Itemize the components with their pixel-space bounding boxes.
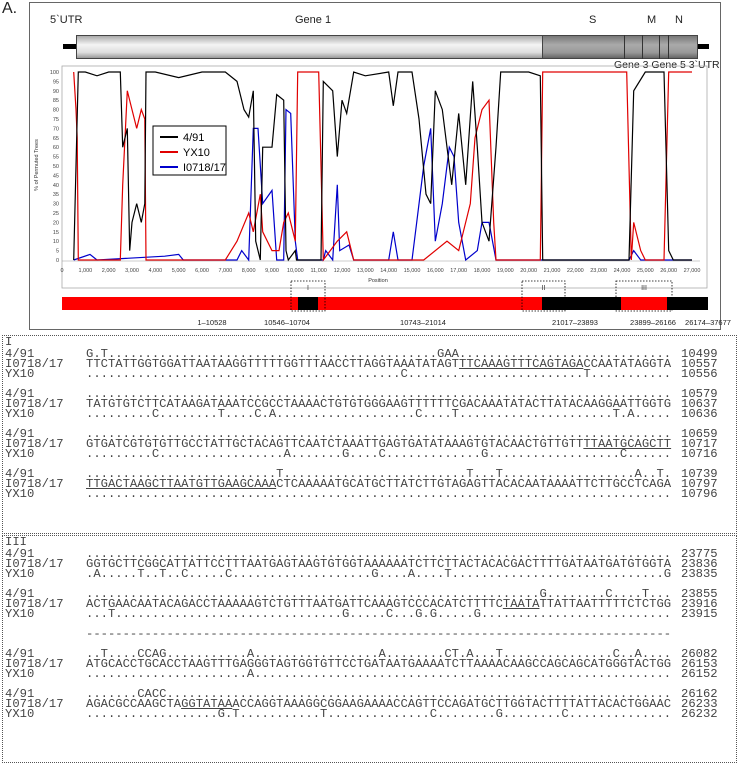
sequence-segment: .......CACC.....................................................................	[86, 687, 672, 701]
recombination-segment	[542, 297, 621, 310]
y-tick-label: 95	[52, 79, 59, 86]
sequence-segment: ......................A.........................................................	[86, 667, 672, 681]
sequence-segment: AGACGCCAAGCTA	[86, 697, 182, 711]
x-tick-label: 17,000	[450, 268, 468, 274]
sequence-position: 26162	[681, 687, 718, 701]
sequence-position: 23775	[681, 547, 718, 561]
alignment-region-title: III	[5, 535, 27, 549]
legend	[153, 126, 226, 175]
sequence-position: 10797	[681, 477, 718, 491]
underlined-motif: GGTATAA	[181, 697, 233, 711]
sequence-position: 10499	[681, 347, 718, 361]
label-gene3-gene5-3utr: Gene 3 Gene 5 3`UTR	[614, 59, 720, 71]
sequence-row	[86, 449, 671, 459]
sequence-name: I0718/17	[5, 697, 64, 711]
sequence-position: 23916	[681, 597, 718, 611]
x-tick-label: 10,000	[286, 268, 304, 274]
sequence-row	[86, 409, 671, 419]
recombination-segment	[621, 297, 667, 310]
sequence-position: 23855	[681, 587, 718, 601]
label-5utr: 5`UTR	[50, 14, 83, 26]
chart-axes	[50, 70, 701, 274]
sequence-segment: GGTGCTTCGGCATTATTCCTTTAATGAGTAAGTGTGGTAAAAAATCTTCTTACTACACGACTTTTGATAATGATGTGGTA	[86, 557, 672, 571]
sequence-segment: ..T....CCAG...........A.................A........CT.A...T...............C..A....	[86, 647, 672, 661]
sequence-segment: ACCAGGTAAAGGCGGAAGAAAACCAGTTCCAGATGCTTGGTACTTTTATTACACTGGAAC	[232, 697, 672, 711]
y-tick-label: 35	[52, 192, 59, 199]
x-tick-label: 2,000	[101, 268, 116, 274]
sequence-position: 10716	[681, 447, 718, 461]
sequence-row	[86, 669, 671, 679]
x-tick-label: 3,000	[125, 268, 139, 274]
sequence-name: 4/91	[5, 587, 35, 601]
sequence-segment: G.T.............................................GAA.............................	[86, 347, 672, 361]
x-tick-label: 8,000	[241, 268, 256, 274]
y-tick-label: 10	[52, 239, 59, 246]
alignment-block-i	[2, 335, 737, 534]
region-label: I	[307, 285, 309, 292]
label-s: S	[589, 14, 597, 26]
sequence-row	[86, 369, 671, 379]
x-tick-label: 18,000	[473, 268, 491, 274]
sequence-name: 4/91	[5, 347, 35, 361]
x-tick-label: 20,000	[520, 268, 538, 274]
sequence-position: 10557	[681, 357, 718, 371]
sequence-name: YX10	[5, 607, 35, 621]
y-axis-label: % of Permuted Trees	[34, 139, 40, 191]
sequence-row	[86, 709, 671, 719]
legend-label-4-91: 4/91	[183, 132, 205, 144]
chart-frame	[62, 66, 707, 288]
sequence-segment: ...........................................C........................T...........	[86, 367, 672, 381]
x-tick-label: 22,000	[566, 268, 584, 274]
sequence-position: 26232	[681, 707, 718, 721]
segment-range-label: 26174–37677	[685, 318, 731, 327]
sequence-position: 10717	[681, 437, 718, 451]
legend-label-i0718: I0718/17	[183, 162, 226, 174]
label-gene1: Gene 1	[295, 14, 332, 26]
sequence-segment: ..........................T.........................T...T..................A..T.	[86, 467, 672, 481]
sequence-segment: TTATTAATTTTTCTCTGG	[539, 597, 672, 611]
y-tick-label: 100	[49, 70, 59, 76]
sequence-segment: TATGTGTCTTCATAAGATAAATCCGCCTAAAACTGTGTGGGAAGTTTTTTCGACAAATATACTTATACAAGGAATTGGTG	[86, 397, 672, 411]
y-tick-label: 65	[52, 135, 59, 142]
x-tick-label: 11,000	[310, 268, 327, 274]
x-tick-label: 16,000	[426, 268, 444, 274]
y-tick-label: 90	[52, 88, 59, 95]
sequence-name: I0718/17	[5, 597, 64, 611]
sequence-name: I0718/17	[5, 557, 64, 571]
x-tick-label: 13,000	[356, 268, 374, 274]
recombination-segment	[318, 297, 542, 310]
sequence-position: 10636	[681, 407, 718, 421]
sequence-name: 4/91	[5, 427, 35, 441]
recombination-segment	[62, 297, 298, 310]
sequence-row	[86, 569, 671, 579]
sequence-position: 10796	[681, 487, 718, 501]
sequence-name: YX10	[5, 447, 35, 461]
sequence-position: 26152	[681, 667, 718, 681]
sequence-position: 23915	[681, 607, 718, 621]
y-tick-label: 0	[55, 258, 59, 264]
sequence-position: 26082	[681, 647, 718, 661]
sequence-segment: .A.....T..T..C.....C...................G....A....T.............................G	[86, 567, 672, 581]
sequence-name: I0718/17	[5, 357, 64, 371]
sequence-position: 10579	[681, 387, 718, 401]
sequence-name: YX10	[5, 707, 35, 721]
sequence-segment: ACTGAACAATACAGACCTAAAAAGTCTGTTTAATGATTCAAAGTCCCACATCTTTTC	[86, 597, 503, 611]
sequence-position: 10659	[681, 427, 718, 441]
sequence-name: I0718/17	[5, 657, 64, 671]
x-tick-label: 24,000	[613, 268, 631, 274]
sequence-segment: ..................G.T...........T..............C........G........C..............	[86, 707, 672, 721]
sequence-position: 23835	[681, 567, 718, 581]
y-tick-label: 45	[52, 173, 59, 180]
sequence-name: YX10	[5, 487, 35, 501]
underlined-motif: TAATA	[502, 597, 540, 611]
recombination-segment	[667, 297, 708, 310]
x-tick-label: 23,000	[590, 268, 608, 274]
y-tick-label: 30	[52, 201, 59, 208]
sequence-name: YX10	[5, 407, 35, 421]
x-tick-label: 19,000	[496, 268, 514, 274]
sequence-position: 26153	[681, 657, 718, 671]
y-tick-label: 85	[52, 98, 59, 105]
sequence-segment: ...T...............................G.....C...G.G.....G..........................	[86, 607, 672, 621]
bootscan-chart	[0, 0, 740, 330]
sequence-position: 10637	[681, 397, 718, 411]
recombination-segment	[298, 297, 318, 310]
x-tick-label: 14,000	[380, 268, 398, 274]
sequence-segment: ..............................................................G........C....T...	[86, 587, 672, 601]
segment-range-label: 10546–10704	[264, 318, 310, 327]
sequence-segment: TTCTATTGGTGGATTAATAAGGTTTTTGGTTTAACCTTAGGTAAATATAGT	[86, 357, 459, 371]
sequence-name: I0718/17	[5, 437, 64, 451]
x-tick-label: 25,000	[636, 268, 654, 274]
sequence-name: I0718/17	[5, 477, 64, 491]
region-label: III	[641, 285, 647, 292]
segment-range-label: 1–10528	[197, 318, 227, 327]
sequence-name: YX10	[5, 367, 35, 381]
sequence-segment: .........C.................A.......G....C.............G..................C......	[86, 447, 672, 461]
x-tick-label: 12,000	[333, 268, 351, 274]
region-label: II	[541, 285, 546, 292]
sequence-row	[86, 609, 671, 619]
x-tick-label: 5,000	[171, 268, 186, 274]
x-tick-label: 15,000	[403, 268, 421, 274]
x-tick-label: 7,000	[218, 268, 233, 274]
sequence-segment: CTCAAAAATGCATGCTTATCTTGTAGAGTTACACAATAAAATTCTTGCCTCAGA	[276, 477, 672, 491]
sequence-position: 23836	[681, 557, 718, 571]
x-tick-label: 21,000	[543, 268, 561, 274]
x-tick-label: 0	[60, 268, 64, 274]
sequence-position: 10739	[681, 467, 718, 481]
sequence-position: 26233	[681, 697, 718, 711]
sequence-name: 4/91	[5, 647, 35, 661]
x-axis-label: Position	[368, 278, 388, 284]
x-tick-label: 9,000	[265, 268, 279, 274]
sequence-name: 4/91	[5, 547, 35, 561]
sequence-segment: ................................................................................	[86, 487, 672, 501]
underlined-motif: TTCAAAGTTTCAGTAGA	[459, 357, 584, 371]
y-tick-label: 40	[52, 182, 59, 189]
sequence-name: YX10	[5, 567, 35, 581]
y-tick-label: 60	[52, 145, 59, 152]
sequence-segment: ATGCACCTGCACCTAAGTTTGAGGGTAGTGGTGTTCCTGATAATGAAAATCTTAAAACAAGCCAGCAGCATGGGTACTGG	[86, 657, 672, 671]
sequence-name: 4/91	[5, 687, 35, 701]
y-tick-label: 15	[52, 229, 59, 236]
sequence-segment: ................................................................................	[86, 547, 672, 561]
underlined-motif: TTAATGCAGCTT	[583, 437, 672, 451]
y-tick-label: 20	[52, 220, 59, 227]
sequence-name: YX10	[5, 667, 35, 681]
sequence-row	[86, 629, 671, 639]
x-tick-label: 1,000	[78, 268, 93, 274]
sequence-segment: ................................................................................	[86, 427, 672, 441]
sequence-segment: GTGATCGTGTGTTGCCTATTGCTACAGTTCAATCTAAATTGAGTGATATAAAGTGTACAACTGTTGTT	[86, 437, 584, 451]
sequence-name: 4/91	[5, 387, 35, 401]
underlined-motif: TTGACTAAGCTTAATGTTGAAGCAAA	[86, 477, 277, 491]
sequence-position: 10556	[681, 367, 718, 381]
y-tick-label: 70	[52, 126, 59, 133]
sequence-segment: ................................................................................	[86, 387, 672, 401]
segment-range-label: 23899–26166	[630, 318, 676, 327]
label-n: N	[675, 14, 683, 26]
sequence-row	[86, 489, 671, 499]
sequence-name: 4/91	[5, 467, 35, 481]
y-tick-label: 5	[55, 248, 59, 255]
y-tick-label: 80	[52, 107, 59, 114]
panel-label: A.	[2, 0, 18, 17]
y-tick-label: 50	[52, 164, 59, 170]
x-tick-label: 27,000	[683, 268, 701, 274]
legend-label-yx10: YX10	[183, 147, 210, 159]
x-tick-label: 4,000	[148, 268, 163, 274]
label-m: M	[647, 14, 657, 26]
sequence-name: I0718/17	[5, 397, 64, 411]
sequence-segment: --------------------------------------------------------------------------------	[86, 627, 672, 641]
x-tick-label: 26,000	[660, 268, 678, 274]
segment-range-label: 21017–23893	[552, 318, 598, 327]
sequence-segment: CCAATATAGGTA	[583, 357, 672, 371]
alignment-region-title: I	[5, 335, 13, 349]
segment-range-label: 10743–21014	[400, 318, 446, 327]
sequence-segment: .........C........T....C.A...................C....T.....................T.A.....	[86, 407, 672, 421]
y-tick-label: 55	[52, 154, 59, 161]
x-tick-label: 6,000	[195, 268, 209, 274]
y-tick-label: 25	[52, 211, 59, 217]
alignment-block-iii	[2, 535, 737, 763]
y-tick-label: 75	[52, 117, 59, 123]
